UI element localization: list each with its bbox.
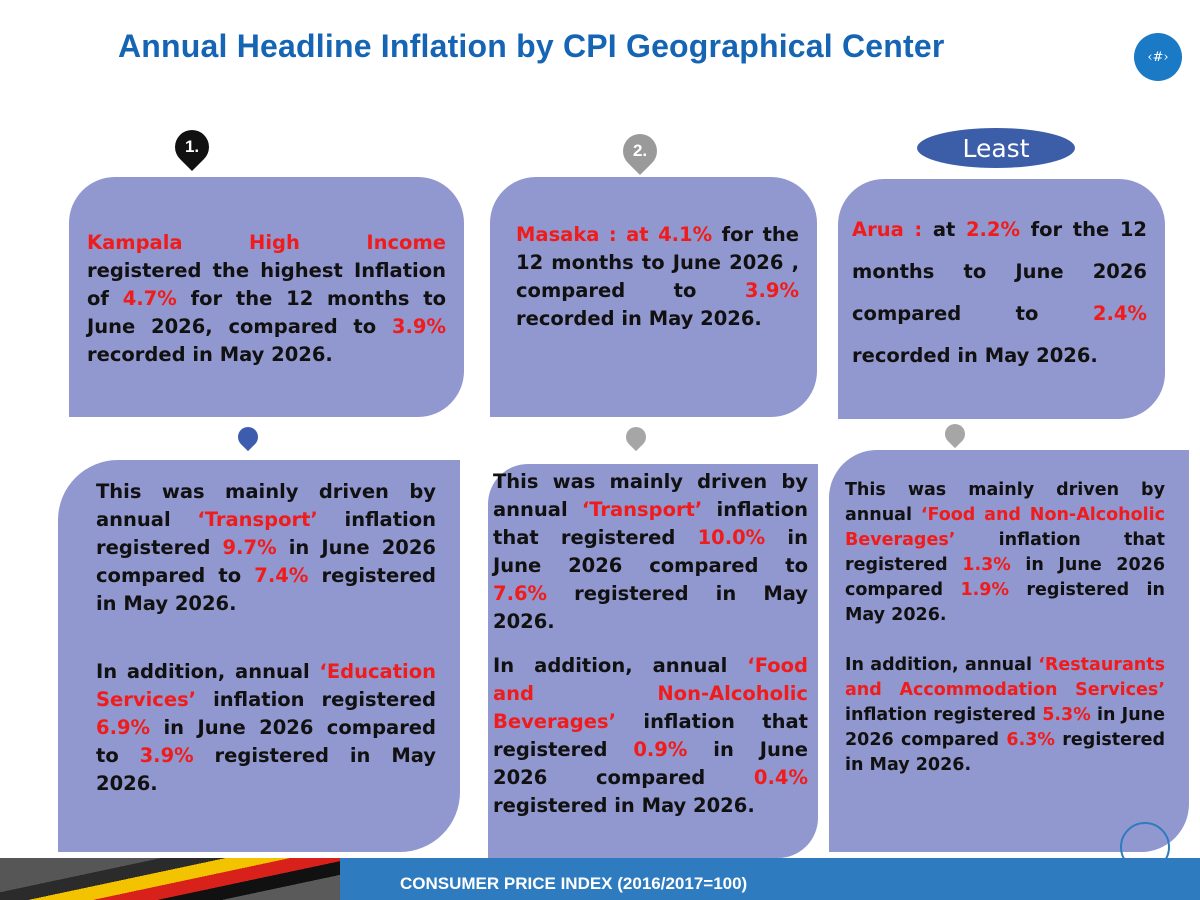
arua-summary-text: [852, 209, 1147, 377]
driver-text: inflation registered: [845, 705, 1043, 725]
may-rate: 6.3%: [1006, 730, 1055, 750]
driver-paragraph-2: [493, 652, 808, 820]
summary-text: for the 12 months to June 2026 , compared to: [516, 223, 799, 302]
rank-2-pin-icon: [616, 127, 664, 175]
june-rate: 0.9%: [633, 738, 688, 761]
driver-text: in June 2026 compared: [845, 555, 1165, 600]
rank-1-pin-icon: [168, 123, 216, 171]
driver-text: registered in May 2026.: [845, 730, 1166, 775]
may-rate: 7.6%: [493, 582, 548, 605]
arua-summary-card: [838, 179, 1165, 419]
june-rate: 5.3%: [1042, 705, 1091, 725]
may-rate: 1.9%: [960, 580, 1009, 600]
driver-text: inflation that registered: [845, 530, 1165, 575]
masaka-summary-card: [490, 177, 817, 417]
driver-text: inflation registered: [196, 688, 436, 711]
driver-text: inflation registered: [96, 508, 436, 559]
center-name: Masaka : at 4.1%: [516, 223, 713, 246]
category-name: ‘Restaurants and Accommodation Services’: [845, 655, 1165, 700]
june-rate: 2.2%: [965, 218, 1021, 241]
connector-pin-icon: [941, 420, 969, 448]
driver-paragraph-1: [845, 478, 1165, 628]
flag-ribbon-icon: [0, 858, 340, 900]
rank-1-label: 1.: [184, 137, 200, 156]
summary-text: registered the highest Inflation of: [87, 259, 446, 310]
category-name: ‘Transport’: [197, 508, 318, 531]
may-rate: 3.9%: [744, 279, 799, 302]
driver-text: in June 2026 compared to: [96, 536, 437, 587]
category-name: ‘Education Services’: [96, 660, 436, 711]
driver-text: registered in May 2026.: [493, 582, 808, 633]
driver-text: in June 2026 compared: [845, 705, 1165, 750]
driver-text: This was mainly driven by annual: [96, 480, 436, 531]
category-name: ‘Transport’: [581, 498, 703, 521]
connector-pin-icon: [622, 423, 650, 451]
summary-text: for the 12 months to June 2026, compared to: [87, 287, 446, 338]
driver-paragraph-2: [96, 658, 436, 798]
connector-pin-icon: [234, 423, 262, 451]
driver-text: In addition, annual: [96, 660, 320, 683]
driver-text: registered in May 2026.: [493, 794, 755, 817]
summary-text: for the 12 months to June 2026 compared to: [852, 218, 1147, 325]
driver-text: In addition, annual: [493, 654, 748, 677]
may-rate: 3.9%: [139, 744, 194, 767]
category-name: ‘Food and Non-Alcoholic Beverages’: [845, 505, 1165, 550]
rank-2-label: 2.: [632, 141, 648, 160]
june-rate: 6.9%: [96, 716, 151, 739]
driver-paragraph-1: [96, 478, 436, 618]
driver-text: inflation that registered: [493, 710, 808, 761]
driver-text: registered in May 2026.: [845, 580, 1166, 625]
summary-text: at: [922, 218, 966, 241]
driver-text: This was mainly driven by annual: [493, 470, 808, 521]
driver-paragraph-2: [845, 653, 1165, 778]
category-name: ‘Food and Non-Alcoholic Beverages’: [493, 654, 808, 733]
summary-text: recorded in May 2026.: [87, 343, 333, 366]
driver-text: inflation that registered: [493, 498, 808, 549]
page-number-badge: ‹#›: [1134, 33, 1182, 81]
june-rate: 4.7%: [122, 287, 177, 310]
footer-title: CONSUMER PRICE INDEX (2016/2017=100): [400, 874, 748, 893]
masaka-summary-text: [516, 221, 799, 333]
summary-text: recorded in May 2026.: [516, 307, 762, 330]
arua-drivers-card: [829, 450, 1189, 852]
june-rate: 1.3%: [962, 555, 1011, 575]
driver-text: In addition, annual: [845, 655, 1039, 675]
june-rate: 10.0%: [697, 526, 766, 549]
center-name: Arua :: [852, 218, 923, 241]
kampala-drivers-card: [58, 460, 460, 852]
least-badge: Least: [917, 128, 1075, 168]
driver-text: in June 2026 compared to: [96, 716, 436, 767]
center-name: Kampala High Income: [87, 231, 446, 254]
driver-text: This was mainly driven by annual: [845, 480, 1165, 525]
june-rate: 9.7%: [222, 536, 277, 559]
may-rate: 3.9%: [391, 315, 446, 338]
driver-paragraph-1: [493, 468, 808, 636]
driver-text: in June 2026 compared to: [493, 526, 809, 577]
masaka-drivers-card: [488, 464, 818, 858]
kampala-summary-text: [87, 229, 446, 369]
may-rate: 0.4%: [753, 766, 808, 789]
summary-text: recorded in May 2026.: [852, 344, 1098, 367]
driver-text: registered in May 2026.: [96, 564, 436, 615]
slide-title: Annual Headline Inflation by CPI Geographical Center: [118, 28, 945, 64]
driver-text: registered in May 2026.: [96, 744, 436, 795]
driver-text: in June 2026 compared: [493, 738, 808, 789]
kampala-summary-card: [69, 177, 464, 417]
footer-bar: [0, 858, 1200, 900]
may-rate: 2.4%: [1092, 302, 1147, 325]
may-rate: 7.4%: [254, 564, 309, 587]
